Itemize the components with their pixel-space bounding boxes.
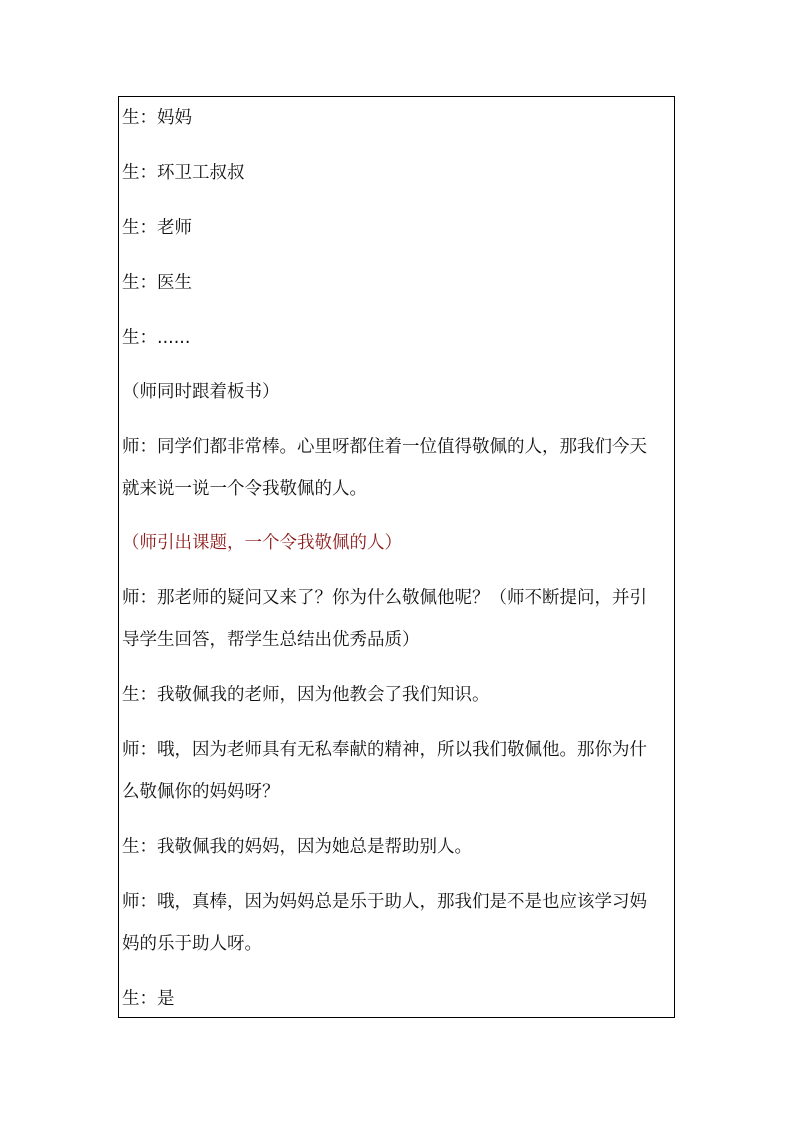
line-student-mom: 生：妈妈 <box>122 108 192 128</box>
table-cell-frame <box>118 96 675 1018</box>
line-teacher-response-1: 师：哦，因为老师具有无私奉献的精神，所以我们敬佩他。那你为什 <box>122 740 647 760</box>
line-stage-direction-board: （师同时跟着板书） <box>122 382 280 402</box>
line-teacher-praise-2: 就来说一说一个令我敬佩的人。 <box>122 479 367 499</box>
line-teacher-praise-mom-2: 妈的乐于助人呀。 <box>122 934 262 954</box>
line-student-mom-reason: 生：我敬佩我的妈妈，因为她总是帮助别人。 <box>122 837 472 857</box>
line-student-doctor: 生：医生 <box>122 273 192 293</box>
line-teacher-question-2: 导学生回答，帮学生总结出优秀品质） <box>122 630 420 650</box>
line-teacher-response-2: 么敬佩你的妈妈呀？ <box>122 782 280 802</box>
line-teacher-praise-1: 师：同学们都非常棒。心里呀都住着一位值得敬佩的人，那我们今天 <box>122 437 647 457</box>
line-student-yes: 生：是 <box>122 989 175 1009</box>
line-stage-direction-topic: （师引出课题，一个令我敬佩的人） <box>122 533 402 553</box>
line-student-ellipsis: 生：...... <box>122 328 191 348</box>
line-teacher-question-1: 师：那老师的疑问又来了？你为什么敬佩他呢？（师不断提问，并引 <box>122 588 647 608</box>
line-student-teacher-reason: 生：我敬佩我的老师，因为他教会了我们知识。 <box>122 685 490 705</box>
line-student-teacher: 生：老师 <box>122 218 192 238</box>
line-student-sanitation: 生：环卫工叔叔 <box>122 163 245 183</box>
line-teacher-praise-mom-1: 师：哦，真棒，因为妈妈总是乐于助人，那我们是不是也应该学习妈 <box>122 892 647 912</box>
